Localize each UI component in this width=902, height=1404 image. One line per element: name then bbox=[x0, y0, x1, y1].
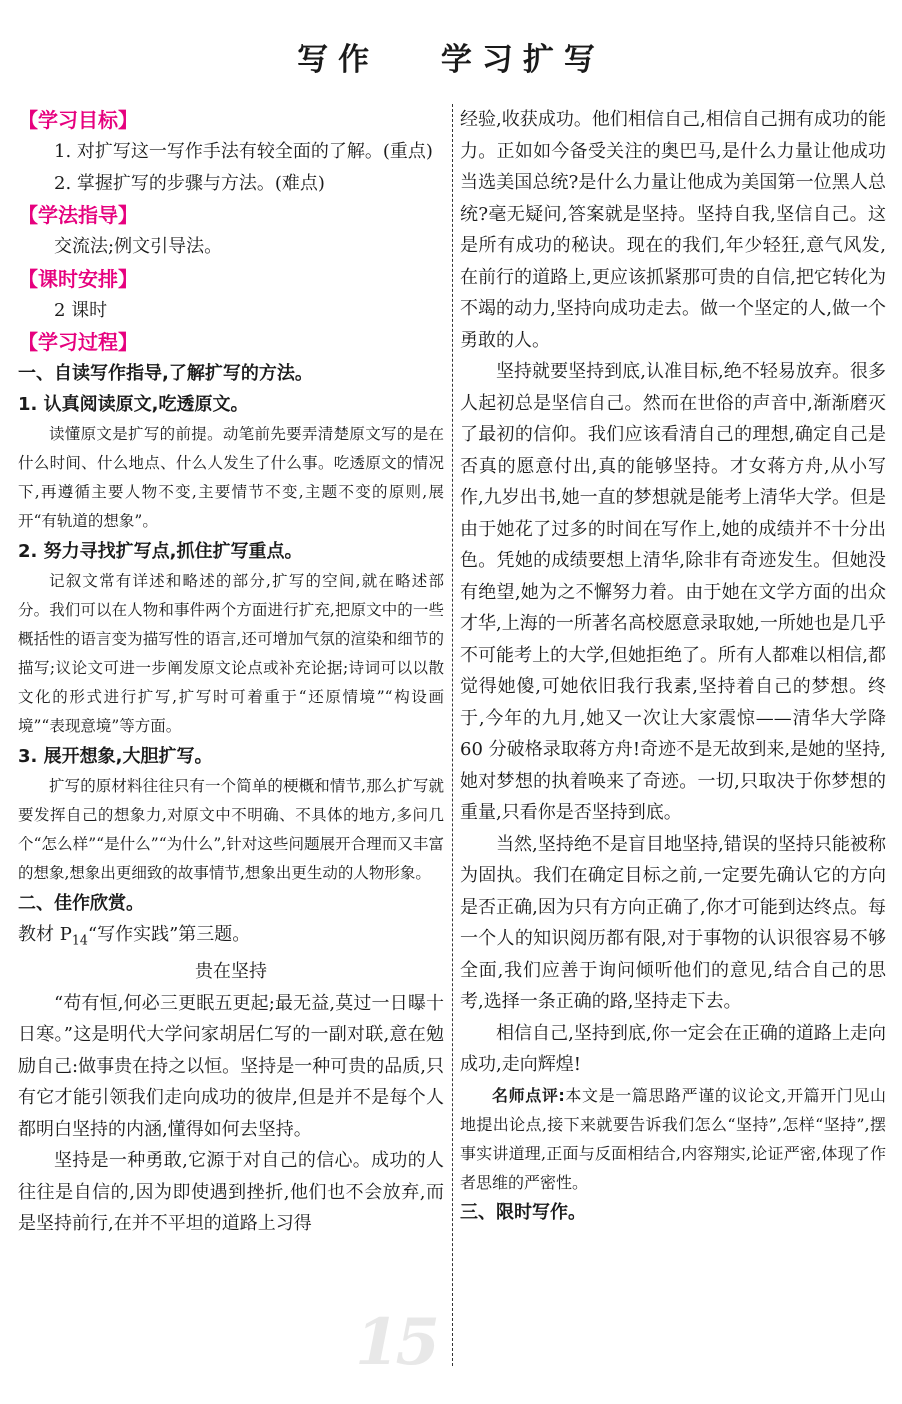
textbook-post: “写作实践”第三题。 bbox=[87, 924, 251, 945]
objectives-heading: 【学习目标】 bbox=[18, 108, 138, 132]
essay-paragraph-2: 坚持是一种勇敢,它源于对自己的信心。成功的人往往是自信的,因为即使遇到挫折,他们也不会放弃,而是坚持前行,在并不平坦的道路上习得 bbox=[18, 1150, 444, 1235]
essay-paragraph-3: 坚持就要坚持到底,认准目标,绝不轻易放弃。很多人起初总是坚信自己。然而在世俗的声音中,渐渐磨灭了最初的信仰。我们应该看清自己的理想,确定自己是否真的愿意付出,真的能够坚持。才女蒋方舟,从小写作,九岁出书,她一直的梦想就是能考上清华大学。但是由于她花了过多的时间在写作上,她的成绩并不十分出色。凭她的成绩要想上清华,除非有奇迹发生。但她没有绝望,她为之不懈努力着。由于她在文学方面的出众才华,上海的一所著名高校愿意录取她,一所她也是几乎不可能考上的大学,但她拒绝了。所有人都难以相信,都觉得她傻,可她依旧我行我素,坚持着自己的梦想。终于,今年的九月,她又一次让大家震惊——清华大学降 60 分破格录取蒋方舟!奇迹不是无故到来,是她的坚持,她对梦想的执着唤来了奇迹。一切,只取决于你梦想的重量,只看你是否坚持到底。 bbox=[460, 361, 886, 823]
essay-paragraph-2-cont: 经验,收获成功。他们相信自己,相信自己拥有成功的能力。正如如今备受关注的奥巴马,是什么力量让他成功当选美国总统?是什么力量让他成为美国第一位黑人总统?毫无疑问,答案就是坚持。坚持自我,坚信自己。这是所有成功的秘诀。现在的我们,年少轻狂,意气风发,在前行的道路上,更应该抓紧那可贵的自信,把它转化为不竭的动力,坚持向成功走去。做一个坚定的人,做一个勇敢的人。 bbox=[460, 109, 886, 351]
step2-text: 记叙文常有详述和略述的部分,扩写的空间,就在略述部分。我们可以在人物和事件两个方面进行扩充,把原文中的一些概括性的语言变为描写性的语言,还可增加气氛的渲染和细节的描写;议论文可进一步阐发原文论点或补充论据;诗词可以以散文化的形式进行扩写,扩写时可着重于“还原情境”“构设画境”“表现意境”等方面。 bbox=[18, 572, 444, 735]
textbook-pre: 教材 P bbox=[18, 924, 72, 945]
textbook-page: 14 bbox=[71, 932, 88, 948]
objective-1: 1. 对扩写这一写作手法有较全面的了解。(重点) bbox=[54, 141, 433, 162]
right-column bbox=[460, 104, 886, 1228]
teacher-comment bbox=[460, 1081, 886, 1197]
method-text: 交流法;例文引导法。 bbox=[54, 236, 223, 257]
process-heading: 【学习过程】 bbox=[18, 330, 138, 354]
page-title: 写作 学习扩写 bbox=[297, 42, 605, 78]
part3-heading: 三、限时写作。 bbox=[460, 1201, 586, 1223]
step3-heading: 3. 展开想象,大胆扩写。 bbox=[18, 746, 213, 767]
textbook-reference bbox=[18, 919, 444, 956]
essay-paragraph-4: 当然,坚持绝不是盲目地坚持,错误的坚持只能被称为固执。我们在确定目标之前,一定要先确认它的方向是否正确,因为只有方向正确了,你才可能到达终点。每一个人的知识阅历都有限,对于事物的认识很容易不够全面,我们应善于询问倾听他们的意见,结合自己的思考,选择一条正确的路,坚持走下去。 bbox=[460, 833, 886, 1012]
column-divider bbox=[452, 104, 453, 1366]
method-heading: 【学法指导】 bbox=[18, 203, 138, 227]
page-number: 15 bbox=[355, 1305, 437, 1380]
schedule-text: 2 课时 bbox=[54, 299, 108, 321]
left-column bbox=[18, 104, 444, 1240]
objective-2: 2. 掌握扩写的步骤与方法。(难点) bbox=[54, 172, 325, 194]
schedule-heading: 【课时安排】 bbox=[18, 266, 138, 291]
part1-heading: 一、自读写作指导,了解扩写的方法。 bbox=[18, 363, 313, 384]
comment-label: 名师点评: bbox=[492, 1085, 565, 1105]
essay-paragraph-5: 相信自己,坚持到底,你一定会在正确的道路上走向成功,走向辉煌! bbox=[460, 1022, 886, 1075]
essay-title: 贵在坚持 bbox=[195, 961, 267, 983]
essay-paragraph-1: “苟有恒,何必三更眠五更起;最无益,莫过一日曝十日寒。”这是明代大学问家胡居仁写的一副对联,意在勉励自己:做事贵在持之以恒。坚持是一种可贵的品质,只有它才能引领我们走向成功的彼岸,但是并不是每个人都明白坚持的内涵,懂得如何去坚持。 bbox=[18, 992, 444, 1140]
comment-text: 本文是一篇思路严谨的议论文,开篇开门见山地提出论点,接下来就要告诉我们怎么“坚持”,怎样“坚持”,摆事实讲道理,正面与反面相结合,内容翔实,论证严密,体现了作者思维的严密性。 bbox=[460, 1085, 886, 1192]
part2-heading: 二、佳作欣赏。 bbox=[18, 893, 144, 914]
step3-text: 扩写的原材料往往只有一个简单的梗概和情节,那么扩写就要发挥自己的想象力,对原文中不明确、不具体的地方,多问几个“怎么样”“是什么”“为什么”,针对这些问题展开合理而又丰富的想象,想象出更细致的故事情节,想象出更生动的人物形象。 bbox=[18, 777, 444, 882]
step1-heading: 1. 认真阅读原文,吃透原文。 bbox=[18, 394, 249, 415]
step2-heading: 2. 努力寻找扩写点,抓住扩写重点。 bbox=[18, 541, 303, 562]
step1-text: 读懂原文是扩写的前提。动笔前先要弄清楚原文写的是在什么时间、什么地点、什么人发生了什么事。吃透原文的情况下,再遵循主要人物不变,主要情节不变,主题不变的原则,展开“有轨道的想象”。 bbox=[18, 425, 444, 530]
